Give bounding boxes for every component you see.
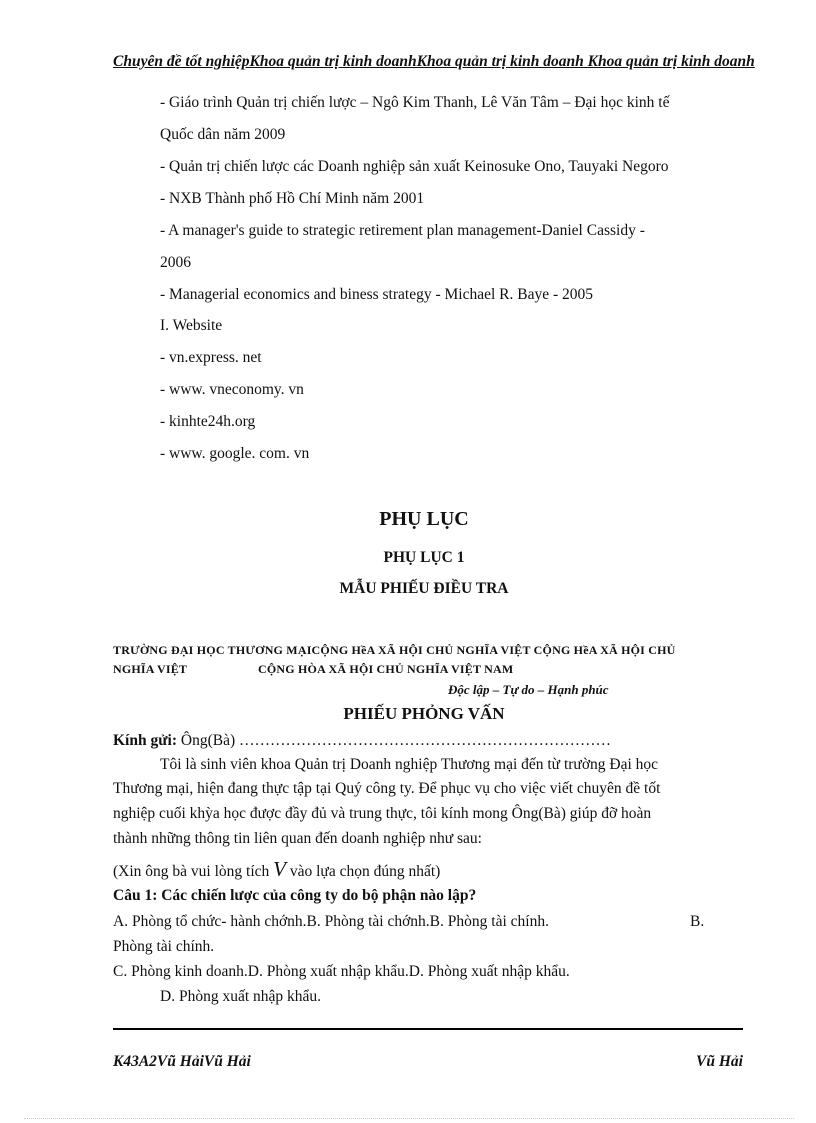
reference-line: - A manager's guide to strategic retirement plan management-Daniel Cassidy - [160, 222, 645, 239]
website-link: - www. vneconomy. vn [160, 381, 304, 398]
reference-line: - Managerial economics and biness strategy - Michael R. Baye - 2005 [160, 286, 594, 303]
reference-line: Quốc dân năm 2009 [160, 126, 286, 143]
option-line: B. [690, 913, 705, 930]
option-line: Phòng tài chính. [113, 938, 215, 955]
footer-left: K43A2Vũ HảiVũ Hải [113, 1053, 251, 1070]
website-heading: I. Website [160, 317, 223, 334]
greeting [113, 732, 611, 750]
greeting-label: Kính gửi: [113, 732, 177, 749]
question-1: Câu 1: Các chiến lược của công ty do bộ phận nào lập? [113, 887, 477, 904]
intro-line: nghiệp cuối khỳa học được đầy đủ và trung thực, tôi kính mong Ông(Bà) giúp đỡ hoàn [113, 805, 652, 822]
appendix-title: PHỤ LỤC [379, 508, 469, 530]
check-mark: V [273, 857, 286, 881]
page-header: Chuyên đề tốt nghiệpKhoa quản trị kinh doanhKhoa quản trị kinh doanh Khoa quản trị kinh doanh [113, 53, 755, 70]
instruction-text: vào lựa chọn đúng nhất) [285, 863, 441, 880]
interview-title: PHIẾU PHỎNG VẤN [343, 704, 505, 723]
greeting-text: Ông(Bà) ……………………………………………………………… [177, 732, 611, 749]
website-link: - vn.express. net [160, 349, 262, 366]
intro-line: thành những thông tin liên quan đến doanh nghiệp như sau: [113, 830, 482, 847]
footer-right: Vũ Hải [696, 1053, 743, 1070]
form-title: MẪU PHIẾU ĐIỀU TRA [339, 580, 509, 597]
reference-line: - NXB Thành phố Hồ Chí Minh năm 2001 [160, 190, 425, 207]
website-link: - kinhte24h.org [160, 413, 256, 430]
intro-line: Tôi là sinh viên khoa Quản trị Doanh nghiệp Thương mại đến từ trường Đại học [160, 756, 659, 773]
school-line-1: TRƯỜNG ĐẠI HỌC THƯƠNG MẠICỘNG HềA XÃ HỘI CHỦ NGHĨA VIỆT CỘNG HềA XÃ HỘI CHỦ [113, 643, 676, 657]
reference-line: 2006 [160, 254, 191, 271]
option-line: D. Phòng xuất nhập khẩu. [160, 988, 322, 1005]
footer-divider [113, 1028, 743, 1030]
page-edge [24, 1118, 794, 1119]
intro-line: Thương mại, hiện đang thực tập tại Quý công ty. Để phục vụ cho việc viết chuyên đề tốt [113, 780, 661, 797]
school-line-2b: CỘNG HÒA XÃ HỘI CHỦ NGHĨA VIỆT NAM [258, 662, 514, 676]
website-link: - www. google. com. vn [160, 445, 310, 462]
appendix-subtitle: PHỤ LỤC 1 [383, 549, 465, 566]
school-line-2a: NGHĨA VIỆT [113, 662, 188, 676]
instruction-text: (Xin ông bà vui lòng tích [113, 863, 274, 880]
option-line: A. Phòng tổ chức- hành chớnh.B. Phòng tài chớnh.B. Phòng tài chính. [113, 913, 549, 930]
motto: Độc lập – Tự do – Hạnh phúc [448, 682, 609, 697]
option-line: C. Phòng kinh doanh.D. Phòng xuất nhập khẩu.D. Phòng xuất nhập khẩu. [113, 963, 570, 980]
instruction [113, 857, 440, 882]
reference-line: - Quản trị chiến lược các Doanh nghiệp sản xuất Keinosuke Ono, Tauyaki Negoro [160, 158, 669, 175]
reference-line: - Giáo trình Quản trị chiến lược – Ngô Kim Thanh, Lê Văn Tâm – Đại học kinh tế [160, 94, 670, 111]
